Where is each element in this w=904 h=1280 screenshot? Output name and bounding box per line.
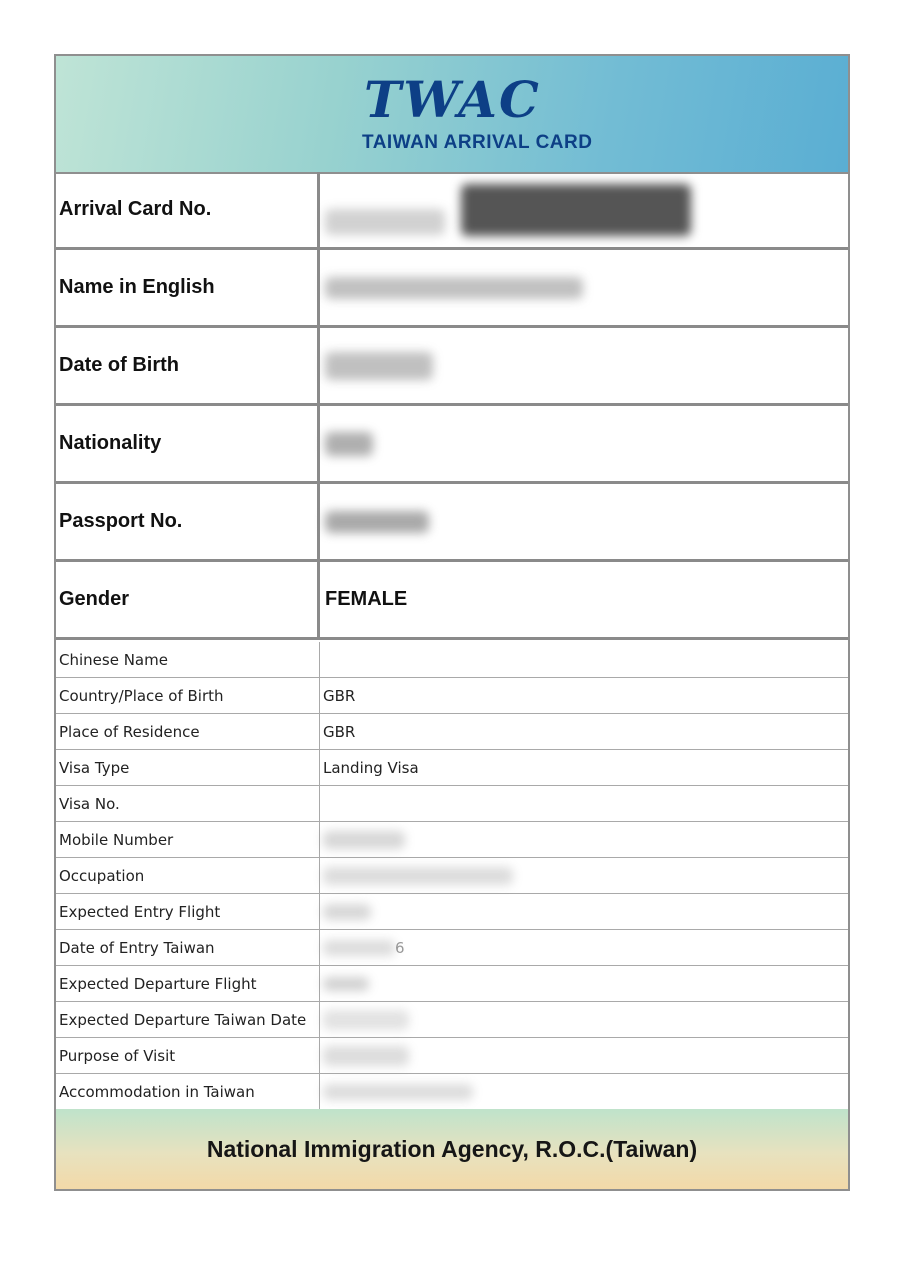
row-passport-no: [56, 484, 848, 562]
row-occupation: [56, 858, 848, 894]
value-place-of-residence: GBR: [323, 722, 356, 741]
value-arrival-card-no: [323, 172, 848, 247]
label-entry-date: Date of Entry Taiwan: [56, 930, 320, 965]
label-occupation: Occupation: [56, 858, 320, 893]
label-entry-flight: Expected Entry Flight: [56, 894, 320, 929]
redacted-block: [461, 184, 691, 236]
row-country-of-birth: [56, 678, 848, 714]
label-mobile-number: Mobile Number: [56, 822, 320, 857]
redacted-block: [323, 904, 371, 920]
value-name-english: [323, 250, 848, 325]
value-accommodation: [321, 1074, 848, 1110]
row-mobile-number: [56, 822, 848, 858]
redacted-block: [323, 831, 405, 849]
label-accommodation: Accommodation in Taiwan: [56, 1074, 320, 1110]
label-passport-no: Passport No.: [56, 484, 320, 559]
primary-fields-table: [56, 172, 848, 640]
redacted-block: [325, 209, 445, 235]
redacted-block: [325, 432, 373, 456]
label-purpose-of-visit: Purpose of Visit: [56, 1038, 320, 1073]
redacted-block: [323, 867, 513, 885]
value-nationality: [323, 406, 848, 481]
value-visa-type: Landing Visa: [323, 758, 419, 777]
row-visa-no: [56, 786, 848, 822]
value-entry-flight: [321, 894, 848, 929]
row-departure-date: [56, 1002, 848, 1038]
value-entry-date: [321, 930, 848, 965]
value-occupation: [321, 858, 848, 893]
label-gender: Gender: [56, 562, 320, 637]
redacted-block: [323, 940, 395, 956]
card-header: [56, 56, 848, 174]
row-nationality: [56, 406, 848, 484]
label-country-of-birth: Country/Place of Birth: [56, 678, 320, 713]
row-entry-date: [56, 930, 848, 966]
redacted-block: [323, 1046, 409, 1066]
row-gender: [56, 562, 848, 640]
value-country-of-birth: GBR: [323, 686, 356, 705]
redacted-block: [323, 977, 369, 991]
value-departure-flight: [321, 966, 848, 1001]
logo-mark: TWAC: [364, 70, 541, 129]
row-accommodation: [56, 1074, 848, 1110]
label-departure-flight: Expected Departure Flight: [56, 966, 320, 1001]
row-name-english: [56, 250, 848, 328]
row-arrival-card-no: [56, 172, 848, 250]
redacted-block: [323, 1084, 473, 1100]
redacted-block: [325, 277, 583, 299]
row-purpose-of-visit: [56, 1038, 848, 1074]
entry-date-visible-digit: 6: [395, 938, 405, 957]
label-chinese-name: Chinese Name: [56, 642, 320, 677]
card-title: TAIWAN ARRIVAL CARD: [362, 132, 593, 153]
label-visa-no: Visa No.: [56, 786, 320, 821]
label-name-english: Name in English: [56, 250, 320, 325]
value-passport-no: [323, 484, 848, 559]
row-date-of-birth: [56, 328, 848, 406]
issuing-agency: National Immigration Agency, R.O.C.(Taiwan): [206, 1135, 698, 1162]
arrival-card: [54, 54, 850, 1191]
value-chinese-name: [321, 642, 848, 677]
secondary-fields-table: [56, 642, 848, 1110]
label-date-of-birth: Date of Birth: [56, 328, 320, 403]
value-purpose-of-visit: [321, 1038, 848, 1073]
row-chinese-name: [56, 642, 848, 678]
card-footer: [56, 1109, 848, 1189]
label-departure-date: Expected Departure Taiwan Date: [56, 1002, 320, 1037]
label-nationality: Nationality: [56, 406, 320, 481]
twac-logo: [362, 70, 612, 160]
label-place-of-residence: Place of Residence: [56, 714, 320, 749]
redacted-block: [325, 352, 433, 380]
redacted-block: [325, 511, 429, 533]
redacted-block: [323, 1010, 409, 1030]
label-arrival-card-no: Arrival Card No.: [56, 172, 320, 247]
row-visa-type: [56, 750, 848, 786]
value-mobile-number: [321, 822, 848, 857]
row-entry-flight: [56, 894, 848, 930]
value-departure-date: [321, 1002, 848, 1037]
label-visa-type: Visa Type: [56, 750, 320, 785]
row-place-of-residence: [56, 714, 848, 750]
value-date-of-birth: [323, 328, 848, 403]
row-departure-flight: [56, 966, 848, 1002]
value-gender: FEMALE: [325, 588, 408, 610]
value-visa-no: [321, 786, 848, 821]
